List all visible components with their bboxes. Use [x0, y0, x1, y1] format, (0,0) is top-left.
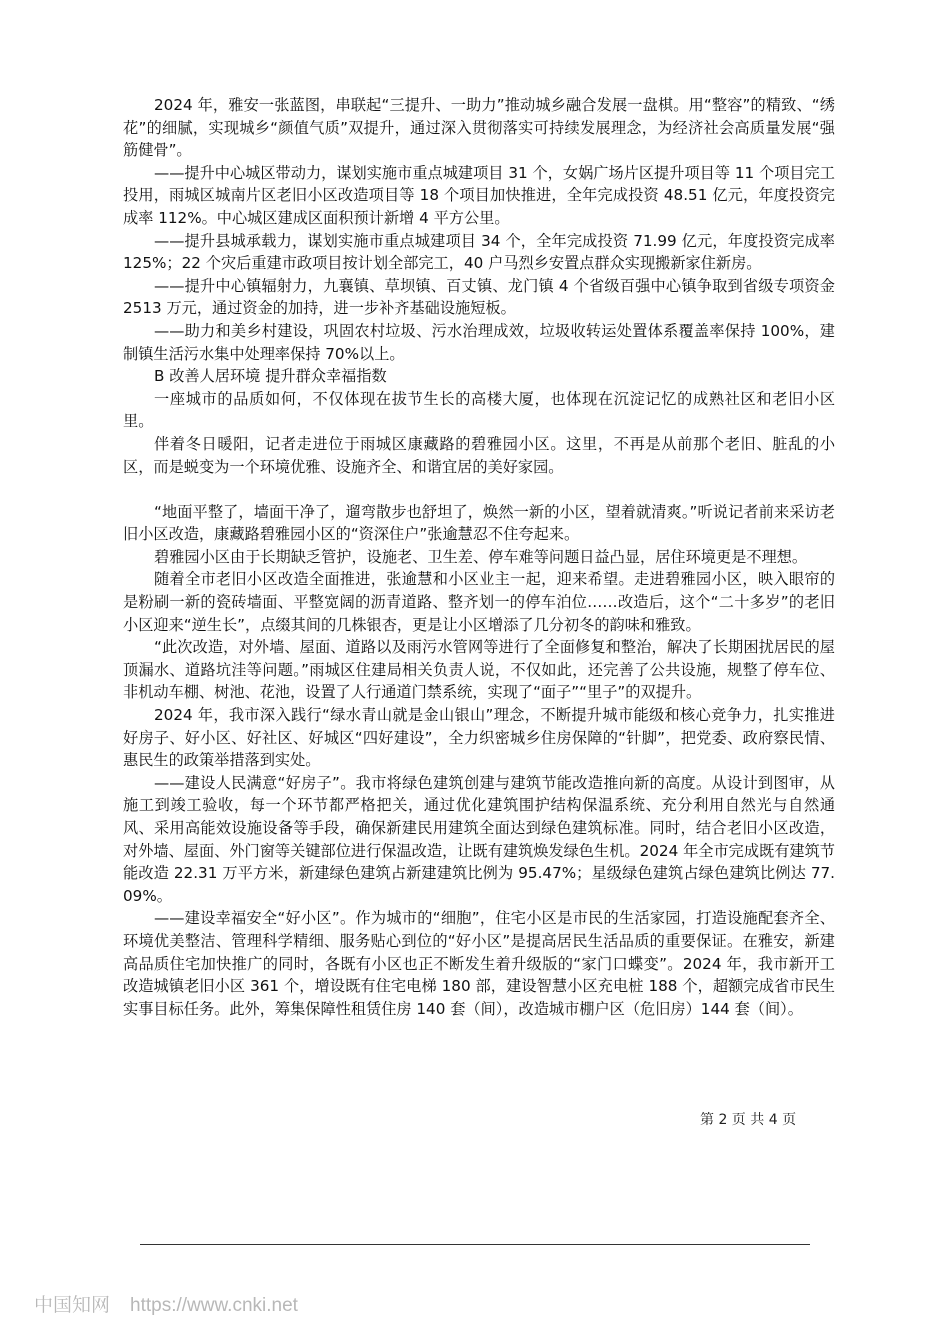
watermark-site-name: 中国知网 — [34, 1295, 111, 1316]
paragraph-rural-construction: ——助力和美乡村建设，巩固农村垃圾、污水治理成效，垃圾收转运处置体系覆盖率保持 100%，建制镇生活污水集中处理率保持 70%以上。 — [123, 321, 835, 363]
page-number: 第 2 页 共 4 页 — [700, 1112, 797, 1128]
watermark-url: https://www.cnki.net — [130, 1295, 298, 1316]
section-heading: B 改善人居环境 提升群众幸福指数 — [154, 367, 387, 386]
paragraph-central-district: ——提升中心城区带动力，谋划实施市重点城建项目 31 个，女娲广场片区提升项目等 11 个项目完工投用，雨城区城南片区老旧小区改造项目等 18 个项目加快推进，全年完成投资 48.51 亿元，年度投资完成率 112%。中心城区建成区面积预计新增 4 平方公里。 — [123, 163, 835, 227]
source-watermark — [34, 1293, 298, 1319]
paragraph-central-towns: ——提升中心镇辐射力，九襄镇、草坝镇、百丈镇、龙门镇 4 个省级百强中心镇争取到省级专项资金 2513 万元，通过资金的加持，进一步补齐基础设施短板。 — [123, 276, 835, 318]
paragraph-four-good: 2024 年，我市深入践行“绿水青山就是金山银山”理念，不断提升城市能级和核心竞争力，扎实推进好房子、好小区、好社区、好城区“四好建设”，全力织密城乡住房保障的“针脚”，把党委、政府察民情、惠民生的政策举措落到实处。 — [123, 706, 835, 770]
paragraph-biyayuan-visit: 伴着冬日暖阳，记者走进位于雨城区康藏路的碧雅园小区。这里，不再是从前那个老旧、脏乱的小区，而是蜕变为一个环境优雅、设施齐全、和谐宜居的美好家园。 — [123, 434, 835, 476]
paragraph-intro: 2024 年，雅安一张蓝图，串联起“三提升、一助力”推动城乡融合发展一盘棋。用“整容”的精致、“绣花”的细腻，实现城乡“颜值气质”双提升，通过深入贯彻落实可持续发展理念，为经济社会高质量发展“强筋健骨”。 — [123, 96, 835, 160]
paragraph-city-quality: 一座城市的品质如何，不仅体现在拔节生长的高楼大厦，也体现在沉淀记忆的成熟社区和老旧小区里。 — [123, 389, 835, 431]
article-body — [123, 94, 835, 1020]
paragraph-good-communities: ——建设幸福安全“好小区”。作为城市的“细胞”，住宅小区是市民的生活家园，打造设施配套齐全、环境优美整洁、管理科学精细、服务贴心到位的“好小区”是提高居民生活品质的重要保证。在雅安，新建高品质住宅加快推广的同时，各既有小区也正不断发生着升级版的“家门口蝶变”。2024 年，我市新开工改造城镇老旧小区 361 个，增设既有住宅电梯 180 部，建设智慧小区充电桩 188 个，超额完成省市民生实事目标任务。此外，筹集保障性租赁住房 140 套（间），改造城市棚户区（危旧房）144 套（间）。 — [123, 909, 835, 1018]
paragraph-good-houses: ——建设人民满意“好房子”。我市将绿色建筑创建与建筑节能改造推向新的高度。从设计到图审，从施工到竣工验收，每一个环节都严格把关，通过优化建筑围护结构保温系统、充分利用自然光与自然通风、采用高能效设施设备等手段，确保新建民用建筑全面达到绿色建筑标准。同时，结合老旧小区改造，对外墙、屋面、外门窗等关键部位进行保温改造，让既有建筑焕发绿色生机。2024 年全市完成既有建筑节能改造 22.31 万平方米，新建绿色建筑占新建建筑比例为 95.47%；星级绿色建筑占绿色建筑比例达 77.09%。 — [123, 773, 835, 905]
paragraph-resident-quote: “地面平整了，墙面干净了，遛弯散步也舒坦了，焕然一新的小区，望着就清爽。”听说记者前来采访老旧小区改造，康藏路碧雅园小区的“资深住户”张逾慧忍不住夸起来。 — [123, 502, 835, 544]
paragraph-official-quote: “此次改造，对外墙、屋面、道路以及雨污水管网等进行了全面修复和整治，解决了长期困扰居民的屋顶漏水、道路坑洼等问题。”雨城区住建局相关负责人说，不仅如此，还完善了公共设施，规整了停车位、非机动车棚、树池、花池，设置了人行通道门禁系统，实现了“面子”“里子”的双提升。 — [123, 638, 835, 702]
paragraph-renovation-result: 随着全市老旧小区改造全面推进，张逾慧和小区业主一起，迎来希望。走进碧雅园小区，映入眼帘的是粉刷一新的瓷砖墙面、平整宽阔的沥青道路、整齐划一的停车泊位……改造后，这个“二十多岁”的老旧小区迎来“逆生长”，点缀其间的几株银杏，更是让小区增添了几分初冬的韵味和雅致。 — [123, 570, 835, 634]
paragraph-county-capacity: ——提升县城承载力，谋划实施市重点城建项目 34 个，全年完成投资 71.99 亿元，年度投资完成率 125%；22 个灾后重建市政项目按计划全部完工，40 户马烈乡安置点群众实现搬新家住新房。 — [123, 231, 835, 273]
paragraph-old-problems: 碧雅园小区由于长期缺乏管护，设施老、卫生差、停车难等问题日益凸显，居住环境更是不理想。 — [154, 547, 808, 566]
footer-divider — [140, 1244, 810, 1245]
